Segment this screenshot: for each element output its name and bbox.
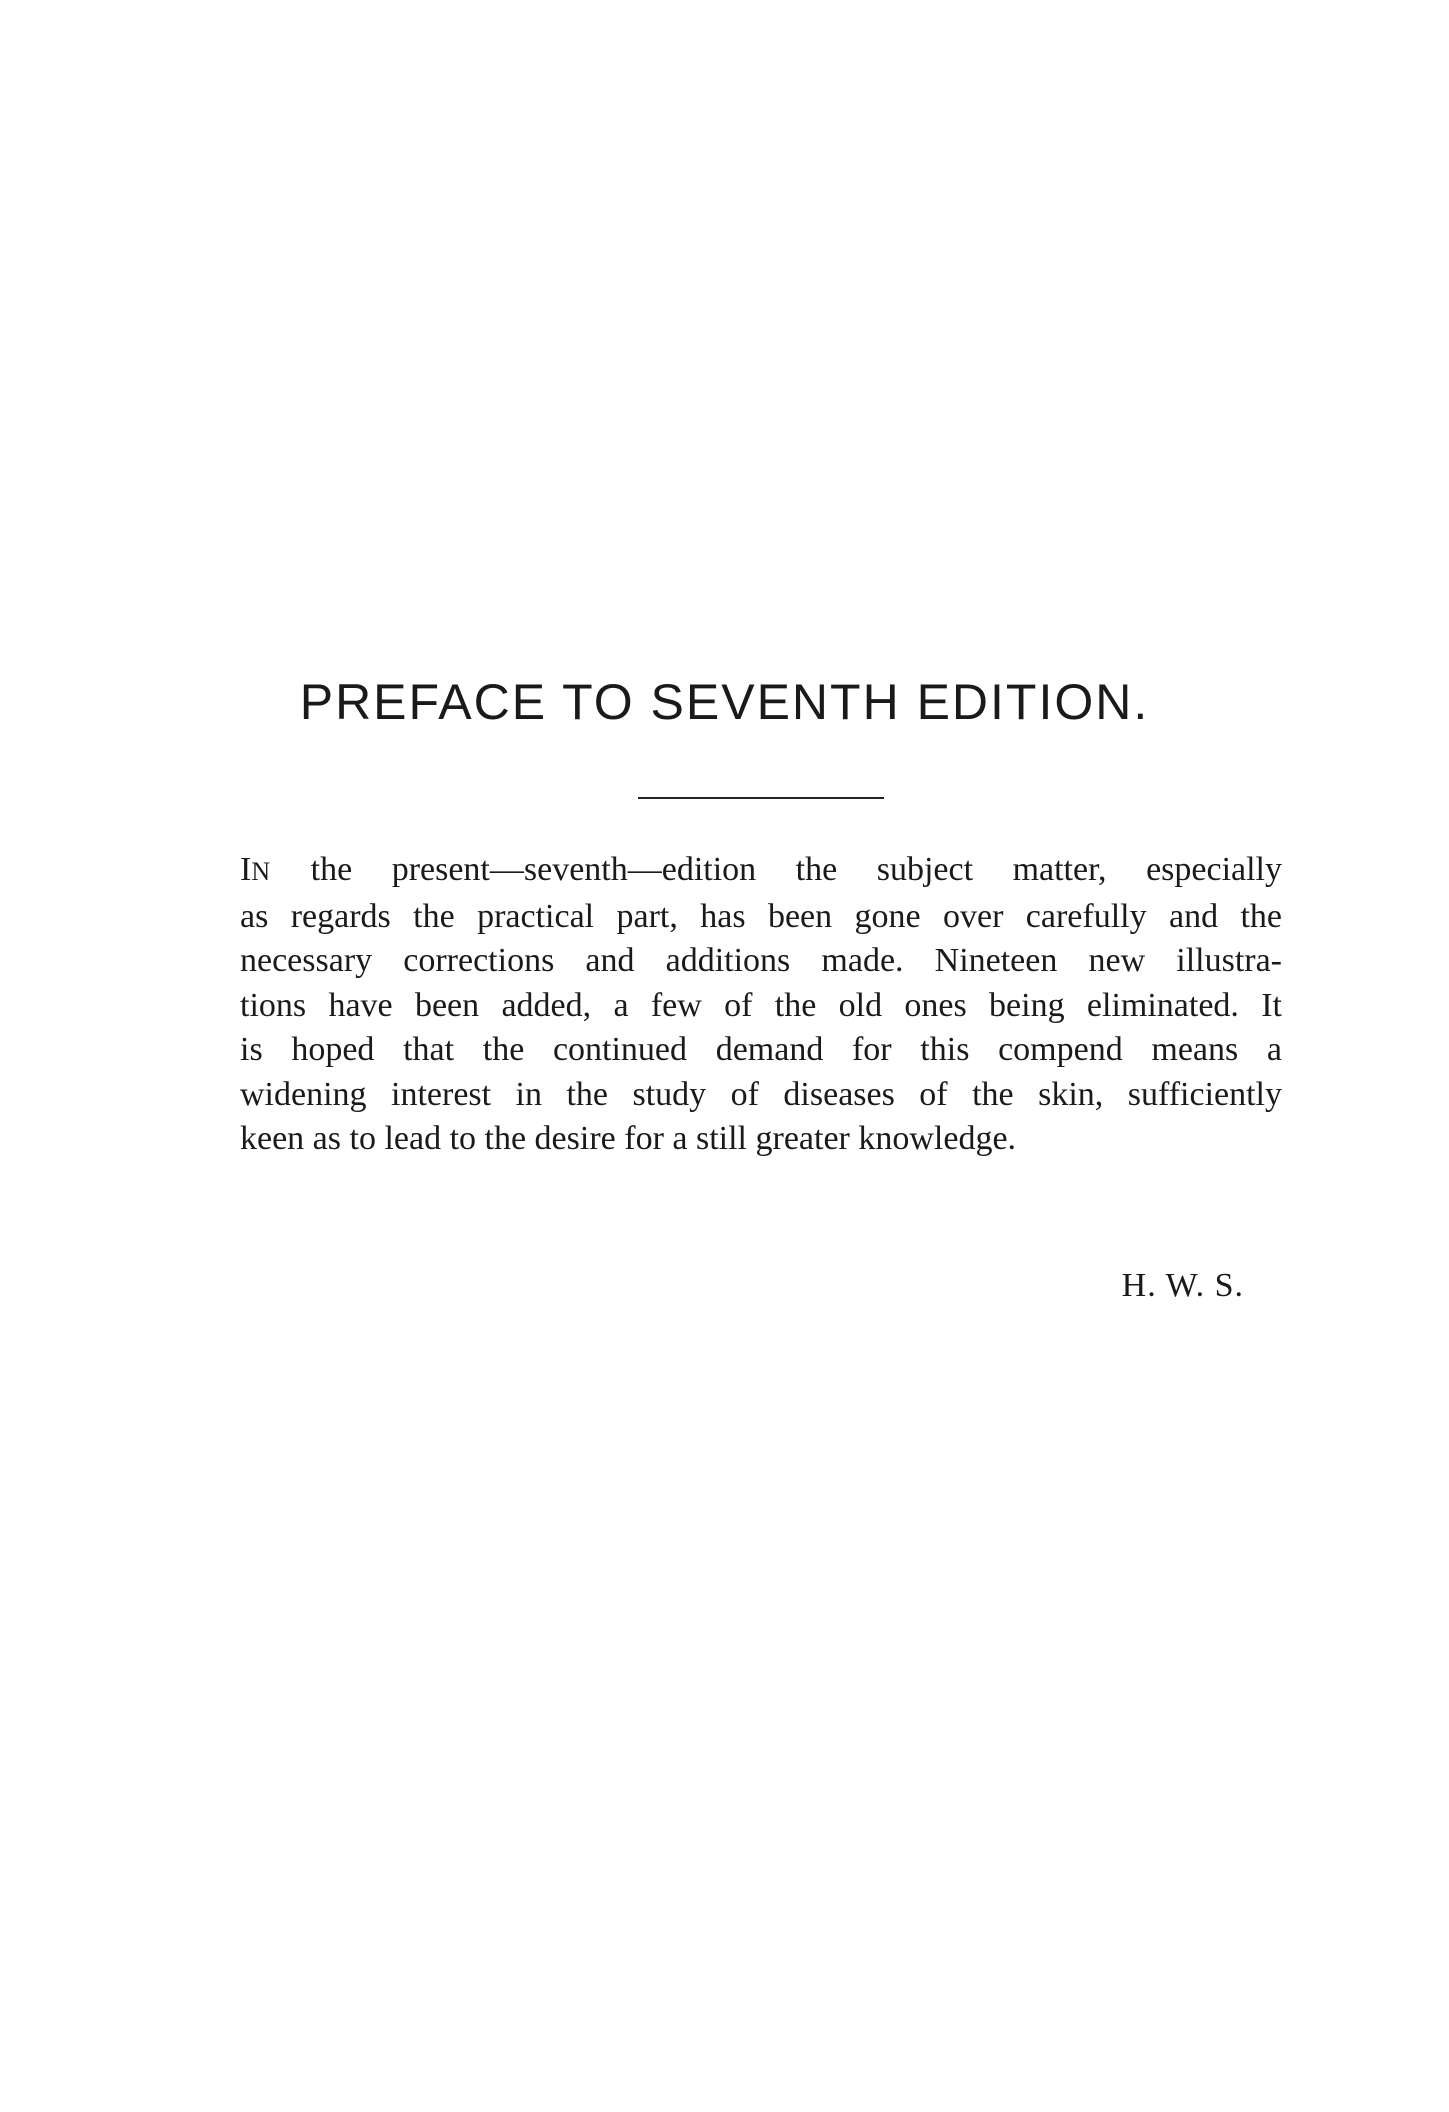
heading-divider [638, 797, 884, 799]
preface-line: as regards the practical part, has been gone over carefully and the [240, 897, 1282, 935]
lead-smallcaps: N [251, 857, 272, 886]
preface-line-text: the present—seventh—edition the subject matter, especially [271, 851, 1282, 888]
preface-line: tions have been added, a few of the old ones being eliminated. It [240, 986, 1282, 1024]
preface-line: keen as to lead to the desire for a still greater knowledge. [240, 1120, 1017, 1157]
preface-body [240, 848, 1282, 1162]
preface-line [240, 848, 1282, 895]
author-initials: H. W. S. [1121, 1267, 1244, 1304]
lead-initial: I [240, 851, 252, 888]
preface-line: widening interest in the study of diseases of the skin, sufficiently [240, 1075, 1282, 1113]
preface-line: is hoped that the continued demand for this compend means a [240, 1031, 1282, 1068]
preface-line: necessary corrections and additions made. Nineteen new illustra- [240, 942, 1282, 979]
preface-heading: PREFACE TO SEVENTH EDITION. [299, 674, 1150, 730]
